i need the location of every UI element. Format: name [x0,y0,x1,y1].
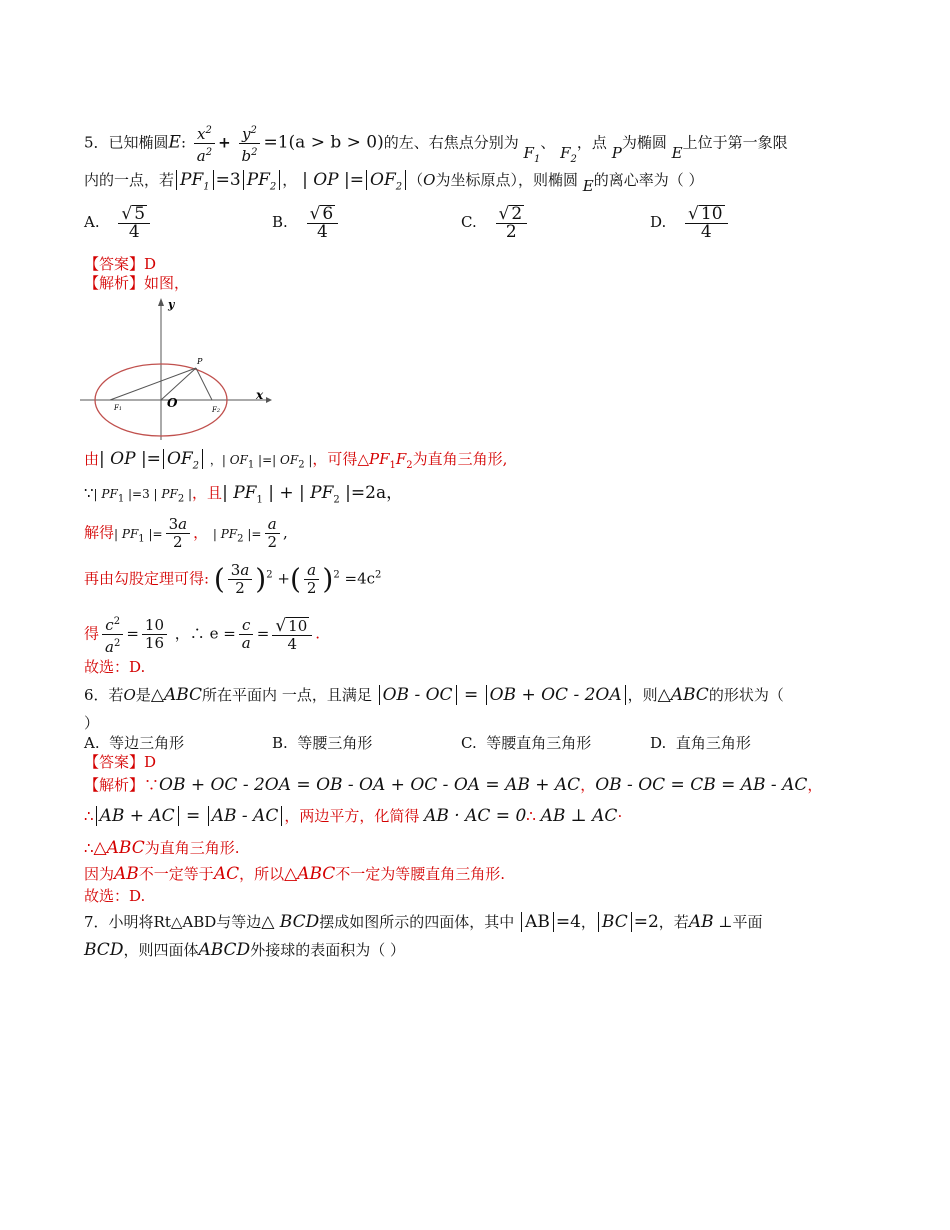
q5-sep: 、 [540,133,556,152]
q5-stem-foci: 的左、右焦点分别为 [383,133,519,152]
q6-sol2: ∴△ABC为直角三角形. [84,838,240,858]
f2-label: $F_2$ [560,143,577,165]
q5-sol2: ∵| $PF_1$ |=3 | $PF_2$ |，且| $PF_1$ | + | $PF_2$ |=2a， [84,483,404,506]
q5-option-b[interactable]: B. $\frac{√ 6}{4}$ [272,205,341,241]
p-label: P [611,143,622,162]
q6-line2: ） [84,714,100,732]
f1-fig-label: F1 [114,404,123,412]
y-axis-arrow-icon [158,298,164,306]
y-axis-label: y [168,298,175,311]
x-axis-arrow-icon [266,397,272,403]
q5-analysis-heading: 【解析】如图， [84,274,190,292]
f1-label: $F_1$ [523,143,541,165]
q5-option-a[interactable]: A. $\frac{√ 5}{4}$ [84,205,153,241]
q5-sol3: 解得| $PF_1$ |= $\frac{3a}{2}$ ， | $PF_2$ |= $\frac{a}{2}$ , [84,515,288,551]
q6-analysis: 【解析】∵OB + OC - 2OA = OB - OA + OC - OA = AB + AC，OB - OC = CB = AB - AC， [84,775,823,795]
q7-line1: 7．小明将Rt△ABD与等边△ BCD摆成如图所示的四面体，其中 AB =4， BC =2，若AB ⊥平面 [84,912,763,932]
q5-point: ，点 [576,133,607,152]
q6-line1: 6．若O是△ABC所在平面内 一点，且满足 OB - OC = OB + OC - 2OA ，则△ABC的形状为（ [84,685,784,705]
triangle-bcd: △ BCD [261,912,320,932]
q6-option-a[interactable]: A. 等边三角形 [84,734,185,752]
q5-sol4: 再由勾股定理可得: ( $\frac{3a}{2}$ )$^2$ +( $\frac{a}{2}$ )$^2 =4c^2$ [84,561,382,597]
ellipse-name-2: E [671,143,683,162]
triangle-abc: △ABC [150,685,203,705]
q6-option-b[interactable]: B. 等腰三角形 [272,734,373,752]
q6-answer: 【答案】D [84,753,157,771]
ratio: =3 [215,170,241,190]
ellipse-figure [80,296,280,446]
q6-choose: 故选：D. [84,887,146,905]
q6-option-c[interactable]: C. 等腰直角三角形 [461,734,592,752]
q5-option-d[interactable]: D. $\frac{√ 10}{4}$ [650,205,731,241]
q5-first-quadrant: 上位于第一象限 [682,133,788,152]
ellipse-condition: =1(a > b > 0) [263,132,384,153]
q5-option-c[interactable]: C. $\frac{√ 2}{2}$ [461,205,530,241]
q5-on-ellipse: 为椭圆 [621,133,667,152]
f2-fig-label: F2 [212,406,221,414]
rt-triangle-abd: Rt△ABD [153,913,217,931]
q5-sol5: 得 $\frac{c^2}{a^2}$ = $\frac{10}{16}$ ，∴ e = $\frac{c}{a}$ = $\frac{√ 10}{4}$ . [84,613,320,656]
q5-line2: 内的一点，若 $PF_1 =3$ $PF_2$ ， | OP |= $OF_2$ （O为坐标原点），则椭圆 E的离心率为（ ） [84,170,704,195]
origin-label: O [423,171,436,189]
origin-label-fig: O [167,396,178,410]
q6-option-d[interactable]: D. 直角三角形 [650,734,751,752]
q6-sol1: ∴ AB + AC = AB - AC ，两边平方，化简得 AB · AC = 0∴ AB ⊥ AC· [84,806,623,826]
q7-line2: BCD，则四面体ABCD外接球的表面积为（ ） [84,940,405,960]
q5-line2-start: 内的一点，若 [84,171,175,189]
q5-stem-start: 5．已知椭圆 [84,133,169,152]
point-p-label: P [197,357,203,366]
q5-answer: 【答案】D [84,255,157,273]
q5-sol1: 由| OP |= $OF_2$ ，| $OF_1$ |=| $OF_2$ |，可得$\triangle PF_1F_2$为直角三角形, [84,449,508,472]
q5-question: 的离心率为（ ） [593,171,704,189]
q6-sol3: 因为AB不一定等于AC，所以△ABC不一定为等腰直角三角形. [84,864,506,884]
ellipse-name: E [168,132,181,153]
q5-line1: 5．已知椭圆E: $\frac{x^2}{a^2}$ + $\frac{y^2}{b^2}$ =1(a > b > 0)的左、右焦点分别为 $F_1$、 $F_2$，点 P为椭圆 E上位于第一象限 [84,122,788,165]
x-axis-label: x [256,388,264,402]
pf1-segment [110,368,196,400]
q5-choose: 故选：D. [84,658,146,676]
